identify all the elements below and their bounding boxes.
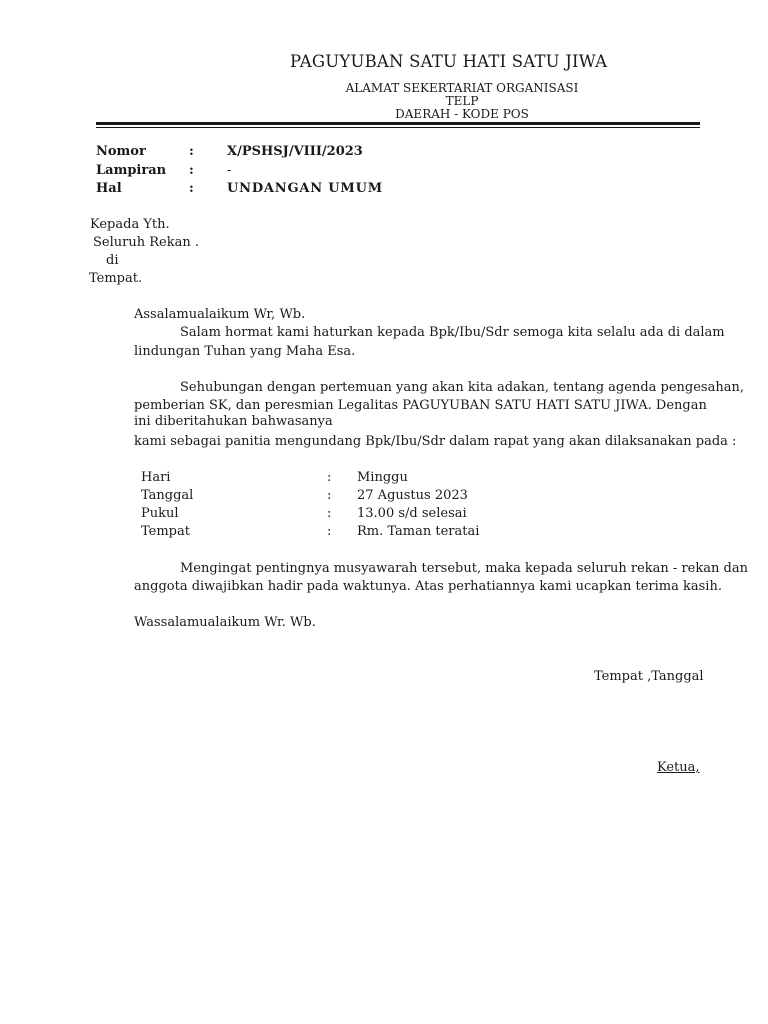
schedule-label-tempat: Tempat bbox=[141, 524, 190, 539]
paragraph-line: lindungan Tuhan yang Maha Esa. bbox=[134, 344, 356, 359]
schedule-label-pukul: Pukul bbox=[141, 506, 179, 521]
paragraph-line: anggota diwajibkan hadir pada waktunya. Atas perhatiannya kami ucapkan terima kasih. bbox=[134, 579, 722, 594]
schedule-colon: : bbox=[327, 470, 332, 485]
schedule-label-tanggal: Tanggal bbox=[141, 488, 194, 503]
meta-label-lampiran: Lampiran bbox=[96, 163, 167, 178]
opening-greeting: Assalamualaikum Wr, Wb. bbox=[134, 307, 306, 322]
secretariat-address: ALAMAT SEKERTARIAT ORGANISASI bbox=[345, 81, 579, 95]
meta-value-lampiran: - bbox=[227, 163, 232, 178]
closing-greeting: Wassalamualaikum Wr. Wb. bbox=[134, 615, 316, 630]
paragraph-line: ini diberitahukan bahwasanya bbox=[134, 414, 333, 429]
paragraph-line: Sehubungan dengan pertemuan yang akan kita adakan, tentang agenda pengesahan, bbox=[180, 380, 744, 395]
paragraph-line: Mengingat pentingnya musyawarah tersebut, maka kepada seluruh rekan - rekan dan bbox=[180, 561, 748, 576]
schedule-colon: : bbox=[327, 506, 332, 521]
schedule-value-tanggal: 27 Agustus 2023 bbox=[357, 488, 468, 503]
organization-name: PAGUYUBAN SATU HATI SATU JIWA bbox=[290, 52, 608, 71]
signature-place-date: Tempat ,Tanggal bbox=[594, 669, 704, 684]
paragraph-line: Salam hormat kami haturkan kepada Bpk/Ibu/Sdr semoga kita selalu ada di dalam bbox=[180, 325, 725, 340]
paragraph-line: pemberian SK, dan peresmian Legalitas PAGUYUBAN SATU HATI SATU JIWA. Dengan bbox=[134, 398, 707, 413]
meta-colon: : bbox=[189, 144, 194, 159]
meta-label-hal: Hal bbox=[96, 181, 122, 196]
schedule-label-hari: Hari bbox=[141, 470, 171, 485]
recipient-line: Kepada Yth. bbox=[90, 217, 170, 232]
schedule-value-pukul: 13.00 s/d selesai bbox=[357, 506, 467, 521]
schedule-colon: : bbox=[327, 488, 332, 503]
meta-label-nomor: Nomor bbox=[96, 144, 146, 159]
meta-colon: : bbox=[189, 181, 194, 196]
recipient-line: Tempat. bbox=[89, 271, 143, 286]
schedule-colon: : bbox=[327, 524, 332, 539]
area-postal-code: DAERAH - KODE POS bbox=[395, 107, 529, 121]
telephone-line: TELP bbox=[445, 94, 479, 108]
paragraph-line: kami sebagai panitia mengundang Bpk/Ibu/Sdr dalam rapat yang akan dilaksanakan pada : bbox=[134, 434, 737, 449]
schedule-value-tempat: Rm. Taman teratai bbox=[357, 524, 480, 539]
recipient-line: di bbox=[106, 253, 119, 268]
schedule-value-hari: Minggu bbox=[357, 470, 408, 485]
letterhead-divider-thin bbox=[96, 127, 700, 128]
signature-role: Ketua, bbox=[657, 760, 700, 775]
meta-value-hal: UNDANGAN UMUM bbox=[227, 181, 383, 196]
meta-colon: : bbox=[189, 163, 194, 178]
letterhead-divider-thick bbox=[96, 122, 700, 125]
recipient-line: Seluruh Rekan . bbox=[93, 235, 199, 250]
meta-value-nomor: X/PSHSJ/VIII/2023 bbox=[227, 144, 363, 159]
